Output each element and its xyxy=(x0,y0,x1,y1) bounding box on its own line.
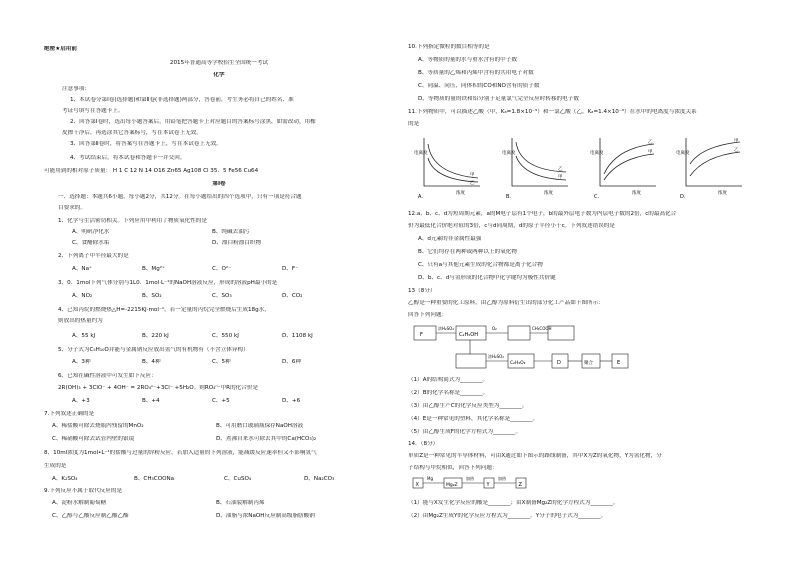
series-label: 甲 xyxy=(558,175,563,180)
note-line: 2、回答第Ⅰ卷时，选出每小题答案后，用铅笔把答题卡上对应题目的答案标号涂黑，如需改动，用橡 xyxy=(70,119,316,125)
series-label: 甲 xyxy=(734,139,739,144)
q7-option-c: C、稀硝酸可除去试管内壁的银镜 xyxy=(52,436,135,442)
box-label: F xyxy=(420,332,423,338)
q8-option-a: A、K₂SO₄ xyxy=(52,476,78,482)
q9-option-a: A、淀粉水解制葡萄糖 xyxy=(52,500,107,506)
q12-option-a: A、d元素的非金属性最强 xyxy=(418,236,482,242)
q10-option-b: B、等质量的乙烯和丙烯中含有的共用电子对数 xyxy=(418,70,534,76)
part1-heading: 第Ⅰ卷 xyxy=(212,181,226,187)
box-label: Z xyxy=(518,482,522,488)
q13-part2: （2）B的化学名称是________。 xyxy=(408,390,489,396)
question-1: 1、化学与生活密切相关。下列应用中利用了物质氧化性的是 xyxy=(58,218,207,224)
box-label: Y xyxy=(486,482,490,488)
q14-intro: 单质Z是一种常见的半导体材料，可由X通过如下图示的路线制备，其中X为Z的氧化物，Y为氢化物，分 xyxy=(408,453,662,459)
arrow-label: Mg xyxy=(427,476,433,481)
q9-option-d: D、油脂与浓NaOH反应制高级脂肪酸钠 xyxy=(216,513,315,519)
q4-option-c: C、550 kJ xyxy=(212,333,239,339)
note-line: 皮擦干净后，再选涂其它答案标号，写在本试卷上无效。 xyxy=(62,130,202,136)
q11-graph-c xyxy=(590,134,662,200)
axis-x-label: 浓度 xyxy=(456,191,465,196)
q13-part3: （3）由乙醇生产C的化学反应类型为________。 xyxy=(408,403,528,409)
q13-part4: （4）E是一种常见的塑料，其化学名称是________。 xyxy=(408,416,539,422)
q13-intro: 回答下列问题： xyxy=(408,312,448,318)
note-line: 1、本试卷分第Ⅰ卷(选择题)和第Ⅱ卷(非选择题)两部分，答卷前，考生务必将自己的姓名、准 xyxy=(70,97,294,103)
question-6: 6、已知在碱性溶液中可发生如下反应： xyxy=(58,373,157,379)
box-c xyxy=(456,354,486,368)
axis-x-label: 浓度 xyxy=(718,191,727,196)
q8-option-b: B、CH₃COONa xyxy=(134,476,175,482)
q9-option-c: C、乙醇与乙酸反应制乙酸乙酯 xyxy=(52,513,129,519)
question-10: 10.下列指定微粒的数目相等的是 xyxy=(408,44,490,50)
axis-y-label: 电离度 xyxy=(590,151,604,156)
q14-intro: 子结构与甲烷相似，回答下列问题： xyxy=(408,465,498,471)
q14-flow-diagram xyxy=(412,474,552,494)
box-label: E xyxy=(617,360,621,366)
q2-option-d: D、F⁻ xyxy=(282,266,299,272)
q10-option-c: C、同温、同压、同体积的CO和NO含有的质子数 xyxy=(418,83,540,89)
q1-option-b: B、纯碱去油污 xyxy=(212,229,250,235)
q3-option-d: D、CO₂ xyxy=(282,293,303,299)
q2-option-a: A、Na⁺ xyxy=(72,266,92,272)
q10-option-d: D、等物质的量的铁和铝分别于足量氯气完全反应时转移的电子数 xyxy=(418,96,579,102)
q3-option-c: C、SO₃ xyxy=(212,293,232,299)
q4-option-a: A、55 kJ xyxy=(72,333,96,339)
curve-jia xyxy=(604,154,654,180)
q7-option-a: A、稀盐酸可除去烧瓶内残留的MnO₂ xyxy=(52,423,144,429)
question-4: 4、己知丙烷的燃烧热△H=-2215KJ·mol⁻¹，若一定量的丙烷完全燃烧后生成18g水， xyxy=(58,307,270,313)
q6-option-a: A、+3 xyxy=(72,398,90,404)
series-label: 乙 xyxy=(558,167,563,172)
question-2: 2、下列离子中半径最大的是 xyxy=(58,253,129,259)
left-column xyxy=(44,0,394,566)
q11-graph-a xyxy=(414,134,486,200)
question-12: 价为最低化合价绝对值的3倍，c与d同周期，d的原子半径小于c。下列叙述错误的是 xyxy=(408,223,615,229)
box-label: C₂H₅OH xyxy=(459,332,478,338)
q11-graph-b xyxy=(502,134,574,200)
graph-label: D. xyxy=(680,194,686,200)
arrow-label: 加热 xyxy=(498,476,506,481)
question-3: 3、0．1mol下列气体分别与1L0．1mol·L⁻¹的NaOH溶液反应，形成的溶液pH最小的是 xyxy=(58,280,278,286)
q1-option-a: A、明矾净化水 xyxy=(72,229,110,235)
section1-line: 目要求的。 xyxy=(58,205,86,211)
note-line: 4、考试结束后，将本试卷和答题卡一并交回。 xyxy=(70,155,186,161)
q9-option-b: B、石油裂解制丙烯 xyxy=(216,500,265,506)
q8-option-c: C、CuSO₄ xyxy=(224,476,252,482)
right-column xyxy=(408,0,786,566)
question-11: 的是 xyxy=(408,121,420,127)
series-label: 乙 xyxy=(470,181,475,186)
axis-y-label: 电离度 xyxy=(414,151,428,156)
question-5: 5、分子式为C₅H₁₀O并能与金属钠反应放出氢气的有机物有（不含立体异构） xyxy=(58,347,249,353)
q5-option-b: B、4种 xyxy=(142,359,161,365)
graph-label: C. xyxy=(594,194,600,200)
q1-option-d: D、漂白粉漂白织物 xyxy=(212,240,262,246)
graph-label: B. xyxy=(506,194,512,200)
arrow-label: 浓H₂SO₄ xyxy=(438,326,454,331)
section1-line: 一、选择题：本题共6小题，每小题2分，共12分。在每小题给出的四个选项中，只有一项是符合题 xyxy=(58,194,302,200)
q7-option-d: D、煮沸自来水可除去其中的Ca(HCO₃)₂ xyxy=(216,436,317,442)
box-label: Mg₂Z xyxy=(446,483,458,488)
q3-option-b: B、SO₂ xyxy=(142,293,162,299)
q6-equation: 2R(OH)₃ + 3ClO⁻ + 4OH⁻ = 2RO₄ⁿ⁻+3Cl⁻ +5H₂O。则RO₄ⁿ⁻中R的化合价是 xyxy=(58,385,259,391)
q6-option-b: B、+4 xyxy=(142,398,160,404)
q6-option-c: C、+5 xyxy=(212,398,230,404)
q1-option-c: C、食醋除水垢 xyxy=(72,240,110,246)
graph-label: A. xyxy=(418,194,423,200)
note-line: 考证号填写在答题卡上。 xyxy=(62,108,124,114)
q14-part2: （2）由Mg₂Z生成Y的化学反应方程式为________，Y分子的电子式为________。 xyxy=(408,513,607,519)
exam-title: 2015年普通高等学校招生全国统一考试 xyxy=(169,60,269,66)
axis-lines xyxy=(424,138,480,186)
box-label: X xyxy=(415,482,419,488)
note-line: 3、回答第Ⅱ卷时，将答案写在答题卡上，写在本试卷上无效。 xyxy=(70,141,222,147)
question-11: 11.下列物质中，可以描述乙酸（甲，Kₐ=1.8×10⁻⁵）和一氯乙酸（乙，Kₐ=1.4×10⁻³）在水中的电离度与浓度关系 xyxy=(408,109,697,115)
box-label: C₂H₄O₂ xyxy=(510,361,526,366)
axis-lines xyxy=(686,138,742,186)
arrow-label: 浓H₂SO₄ xyxy=(488,354,504,359)
q3-option-a: A、NO₂ xyxy=(72,293,93,299)
q5-option-d: D、6种 xyxy=(282,359,302,365)
question-8: 8、10ml浓度为1mol•L⁻¹的盐酸与过量的锌粉反应，若加入适量的下列溶液，能减缓反应速率但又不影响氢气 xyxy=(44,450,317,456)
q14-part1: （1）能与X发生化学反应的酸是________；由X制备Mg₂Z的化学方程式为________。 xyxy=(408,500,619,506)
curve-yi xyxy=(604,144,654,174)
axis-y-label: 电离度 xyxy=(676,151,690,156)
arrow-label: 加热 xyxy=(466,476,474,481)
q8-option-d: D、Na₂CO₃ xyxy=(304,476,335,482)
series-label: 乙 xyxy=(734,148,739,153)
q13-part1: （1）A的结构简式为________。 xyxy=(408,377,489,383)
q5-option-a: A、3种 xyxy=(72,359,91,365)
arrow-label: CH₃COOH xyxy=(532,326,552,331)
q2-option-b: B、Mg²⁺ xyxy=(142,266,166,272)
axis-y-label: 电离度 xyxy=(502,151,516,156)
axis-x-label: 浓度 xyxy=(544,191,553,196)
question-8: 生成的是 xyxy=(44,463,67,469)
q6-option-d: D、+6 xyxy=(282,398,301,404)
q13-flow-diagram xyxy=(412,322,648,372)
axis-x-label: 浓度 xyxy=(632,191,641,196)
box-label: 聚合 xyxy=(584,361,593,366)
q11-graph-d xyxy=(676,134,748,200)
series-label: 甲 xyxy=(648,150,653,155)
q5-option-c: C、5种 xyxy=(212,359,231,365)
secret-label: 绝密★启用前 xyxy=(44,46,77,52)
question-12: 12.a、b、c、d为短周期元素，a的M电子层有1个电子，b的最外层电子数为内层电子数的2倍，c的最高化合 xyxy=(408,211,677,217)
q4-option-b: B、220 kJ xyxy=(142,333,169,339)
series-label: 甲 xyxy=(470,173,475,178)
box-b xyxy=(548,326,574,340)
arrow-label: O₂ xyxy=(492,326,497,331)
question-13-head: 13（8分） xyxy=(408,288,436,294)
box-label: D xyxy=(557,360,561,366)
q7-option-b: B、可用磨口玻璃瓶保存NaOH溶液 xyxy=(216,423,304,429)
q12-option-d: D、b、c、d与氢形成的化合物中化学键均为极性共价键 xyxy=(418,275,556,281)
q13-intro: 乙醇是一种重要的化工原料，由乙醇为原料衍生出的部分化工产品如下图所示： xyxy=(408,300,604,306)
notes-title: 注意事项: xyxy=(62,86,87,92)
q4-option-d: D、1108 kJ xyxy=(282,333,313,339)
q10-option-a: A、等物质的量的水与重水含有的中子数 xyxy=(418,57,517,63)
q2-option-c: C、O²⁻ xyxy=(212,266,232,272)
box-a xyxy=(508,326,530,340)
question-7: 7.下列叙述正确的是 xyxy=(44,411,95,417)
question-9: 9.下列反应不属于取代反应的是 xyxy=(44,488,123,494)
box-f xyxy=(414,326,436,340)
exam-subject: 化学 xyxy=(213,72,225,78)
q12-option-b: B、它们均存在两种或两种以上的氧化物 xyxy=(418,249,517,255)
series-label: 乙 xyxy=(648,140,653,145)
question-4: 则放出的热量约为 xyxy=(58,318,103,324)
atomic-mass-line: 可能用到的相对原子质量： H 1 C 12 N 14 O16 Zn65 Ag108 Cl 35．5 Fe56 Cu64 xyxy=(44,168,259,174)
question-14-head: 14．（8分） xyxy=(408,441,439,447)
q13-part5: （5）由乙醇生成F的化学方程式为________。 xyxy=(408,429,522,435)
q12-option-c: C、只有a与其他元素生成的化合物都是离子化合物 xyxy=(418,262,543,268)
